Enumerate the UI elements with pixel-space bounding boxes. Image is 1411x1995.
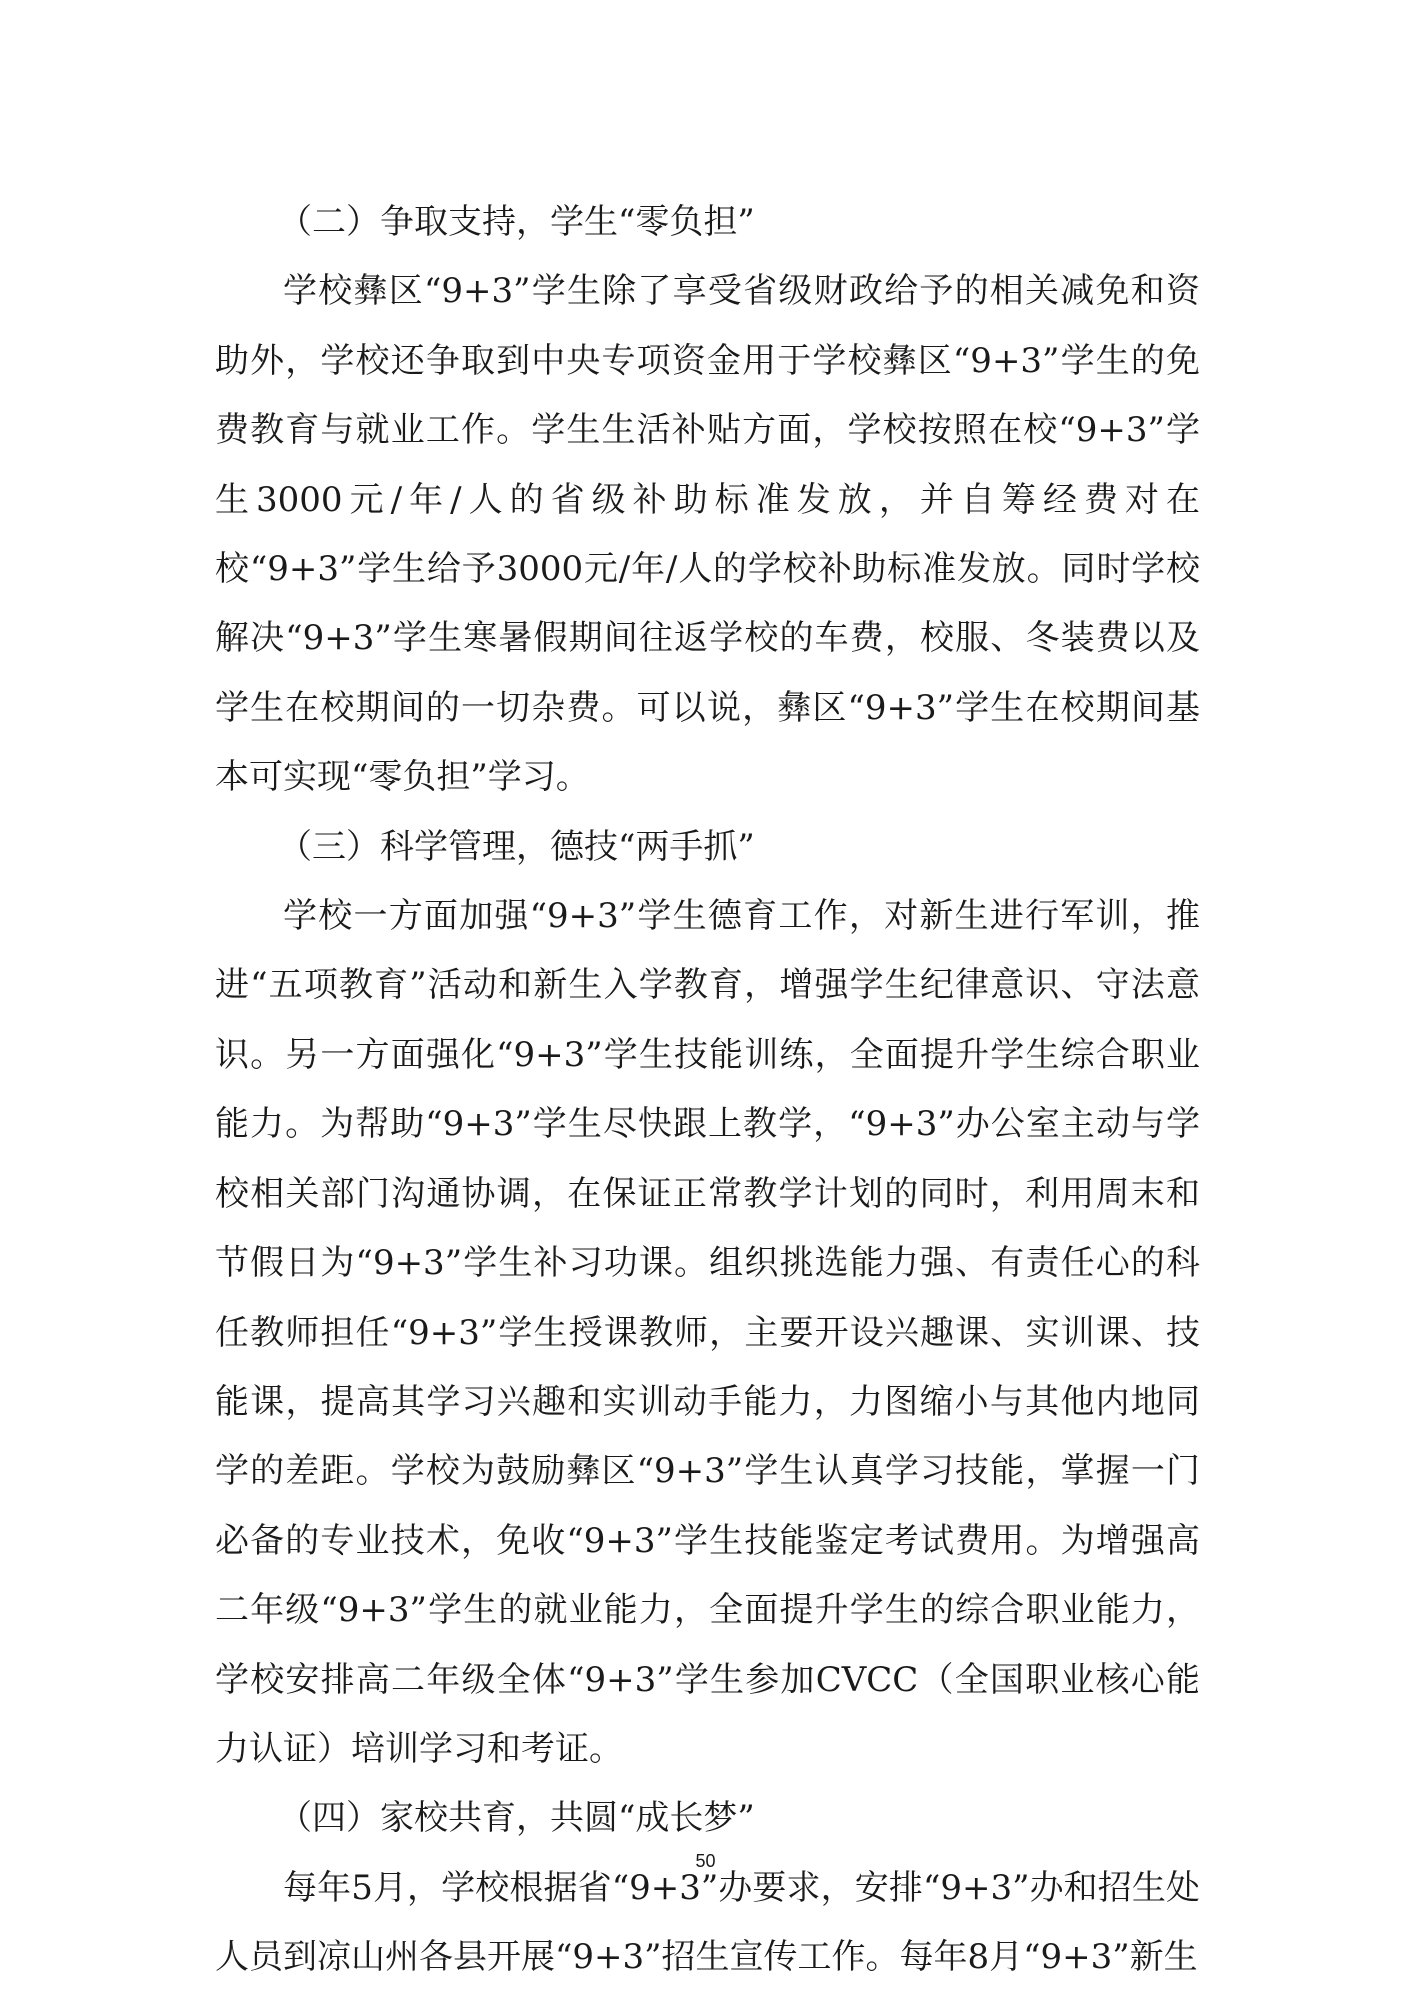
- section-paragraph-2: 学校彝区“9+3”学生除了享受省级财政给予的相关减免和资助外，学校还争取到中央专项资金用于学校彝区“9+3”学生的免费教育与就业工作。学生生活补贴方面，学校按照在校“9+3”学生3000元/年/人的省级补助标准发放，并自筹经费对在校“9+3”学生给予3000元/年/人的学校补助标准发放。同时学校解决“9+3”学生寒暑假期间往返学校的车费，校服、冬装费以及学生在校期间的一切杂费。可以说，彝区“9+3”学生在校期间基本可实现“零负担”学习。: [215, 271, 1200, 798]
- document-body: [215, 188, 1200, 1993]
- section-heading-2: （二）争取支持，学生“零负担”: [278, 202, 755, 242]
- section-paragraph-4: 每年5月，学校根据省“9+3”办要求，安排“9+3”办和招生处人员到凉山州各县开展“9+3”招生宣传工作。每年8月“9+3”新生: [215, 1867, 1200, 1978]
- page-number: 50: [695, 1851, 716, 1871]
- section-paragraph-3: 学校一方面加强“9+3”学生德育工作，对新生进行军训，推进“五项教育”活动和新生入学教育，增强学生纪律意识、守法意识。另一方面强化“9+3”学生技能训练，全面提升学生综合职业能力。为帮助“9+3”学生尽快跟上教学，“9+3”办公室主动与学校相关部门沟通协调，在保证正常教学计划的同时，利用周末和节假日为“9+3”学生补习功课。组织挑选能力强、有责任心的科任教师担任“9+3”学生授课教师，主要开设兴趣课、实训课、技能课，提高其学习兴趣和实训动手能力，力图缩小与其他内地同学的差距。学校为鼓励彝区“9+3”学生认真学习技能，掌握一门必备的专业技术，免收“9+3”学生技能鉴定考试费用。为增强高二年级“9+3”学生的就业能力，全面提升学生的综合职业能力，学校安排高二年级全体“9+3”学生参加CVCC（全国职业核心能力认证）培训学习和考证。: [215, 896, 1200, 1769]
- section-heading-4: （四）家校共育，共圆“成长梦”: [278, 1798, 755, 1839]
- section-heading-3: （三）科学管理，德技“两手抓”: [278, 826, 755, 867]
